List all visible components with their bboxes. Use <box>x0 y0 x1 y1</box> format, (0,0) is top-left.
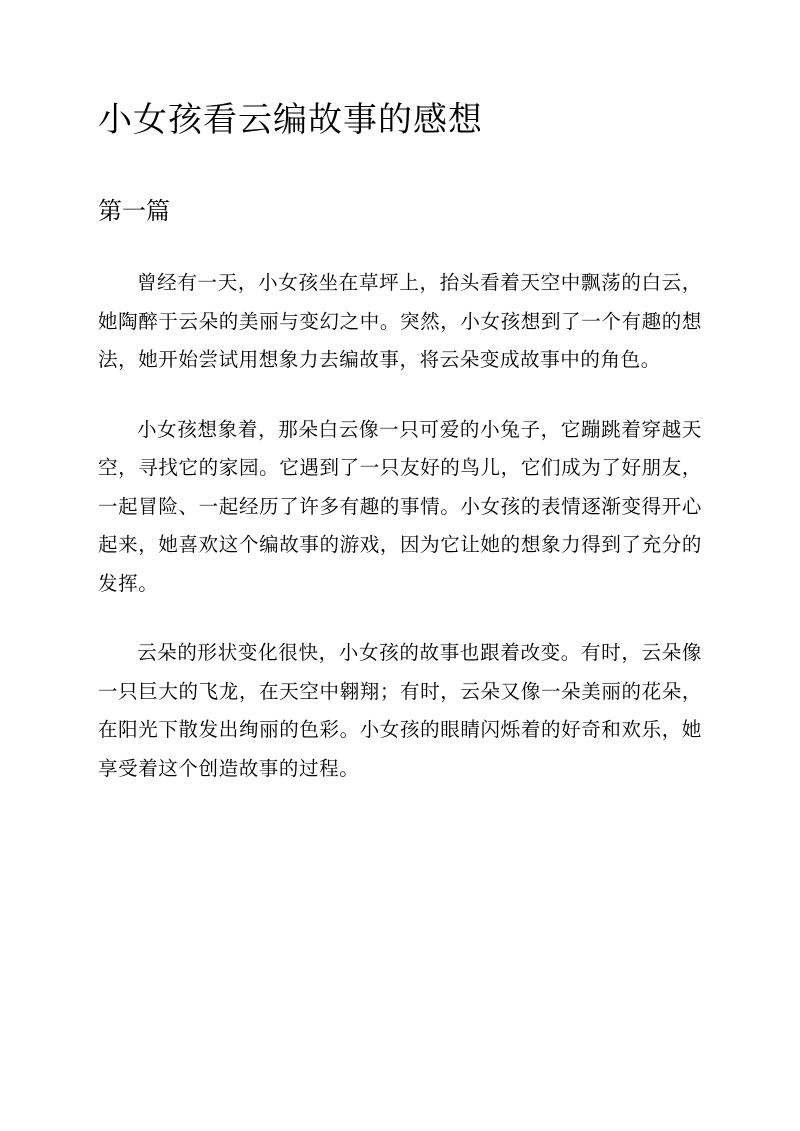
paragraph-2: 小女孩想象着，那朵白云像一只可爱的小兔子，它蹦跳着穿越天空，寻找它的家园。它遇到了一只友好的鸟儿，它们成为了好朋友，一起冒险、一起经历了许多有趣的事情。小女孩的表情逐渐变得开心起来，她喜欢这个编故事的游戏，因为它让她的想象力得到了充分的发挥。 <box>98 417 702 595</box>
paragraph-1: 曾经有一天，小女孩坐在草坪上，抬头看着天空中飘荡的白云，她陶醉于云朵的美丽与变幻之中。突然，小女孩想到了一个有趣的想法，她开始尝试用想象力去编故事，将云朵变成故事中的角色。 <box>98 271 702 371</box>
document-body <box>98 264 702 819</box>
document-title: 小女孩看云编故事的感想 <box>98 100 483 140</box>
paragraph-3: 云朵的形状变化很快，小女孩的故事也跟着改变。有时，云朵像一只巨大的飞龙，在天空中翱翔；有时，云朵又像一朵美丽的花朵，在阳光下散发出绚丽的色彩。小女孩的眼睛闪烁着的好奇和欢乐，她享受着这个创造故事的过程。 <box>98 641 702 780</box>
section-title: 第一篇 <box>98 197 170 225</box>
